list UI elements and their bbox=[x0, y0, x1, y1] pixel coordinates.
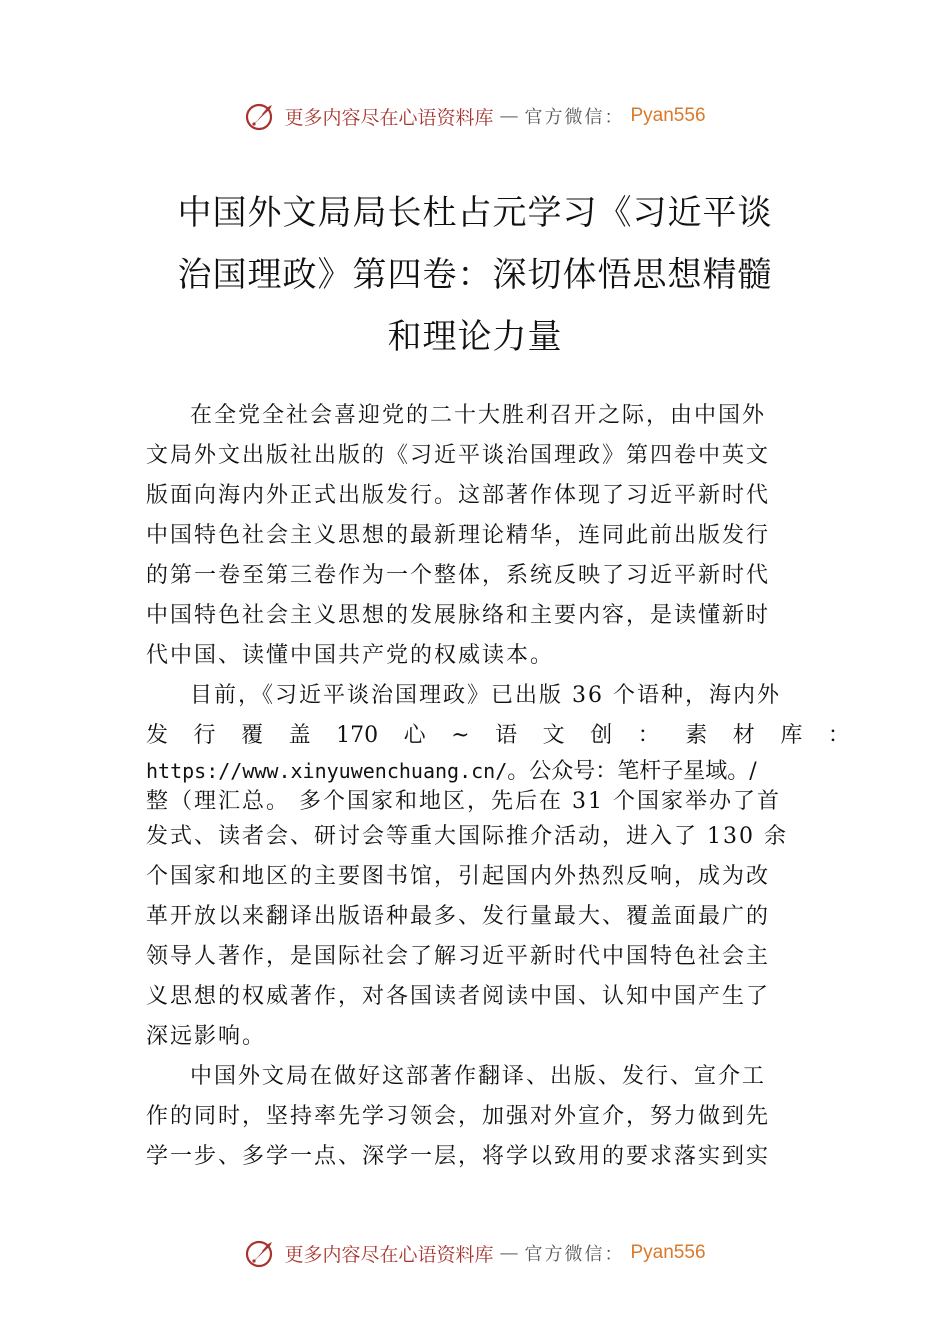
quill-logo-icon bbox=[244, 1236, 278, 1270]
paragraph-1 bbox=[146, 396, 814, 436]
text-line: 在全党全社会喜迎党的二十大胜利召开之际，由中国外 bbox=[190, 403, 767, 428]
spread-char: 素 bbox=[685, 723, 708, 748]
paragraph-3-cont bbox=[146, 1097, 814, 1177]
spread-char: 材 bbox=[732, 723, 755, 748]
title-line: 治国理政》第四卷：深切体悟思想精髓 bbox=[177, 255, 773, 295]
website-link[interactable]: https://www.xinyuwenchuang.cn/ bbox=[146, 759, 508, 783]
spread-char: 覆 bbox=[241, 723, 264, 748]
spread-char: 语 bbox=[495, 723, 518, 748]
title-line: 中国外文局局长杜占元学习《习近平谈 bbox=[177, 193, 773, 233]
text-line: 中国特色社会主义思想的发展脉络和主要内容，是读懂新时 bbox=[146, 603, 771, 628]
paragraph-1-cont bbox=[146, 436, 814, 676]
text-line: 中国特色社会主义思想的最新理论精华，连同此前出版发行 bbox=[146, 523, 771, 548]
spread-char: ： bbox=[637, 723, 660, 748]
paragraph-2-cont bbox=[146, 787, 814, 1057]
spread-char: 文 bbox=[542, 723, 565, 748]
text-line: 领导人著作，是国际社会了解习近平新时代中国特色社会主 bbox=[146, 944, 771, 969]
spread-char: 创 bbox=[590, 723, 613, 748]
text-line: 文局外文出版社出版的《习近平谈治国理政》第四卷中英文 bbox=[146, 443, 771, 468]
text-line: 革开放以来翻译出版语种最多、发行量最大、覆盖面最广的 bbox=[146, 904, 771, 929]
banner-label: 官方微信： bbox=[524, 1244, 625, 1265]
text-line: 深远影响。 bbox=[146, 1024, 267, 1049]
spread-char: 行 bbox=[193, 723, 216, 748]
text-line: 中国外文局在做好这部著作翻译、出版、发行、宣介工 bbox=[190, 1064, 767, 1089]
banner-wechat-id: Pyan556 bbox=[630, 105, 706, 126]
banner-text: 更多内容尽在心语资料库 bbox=[284, 106, 494, 129]
text-line: 作的同时，坚持率先学习领会，加强对外宣介，努力做到先 bbox=[146, 1104, 771, 1129]
spread-char: ： bbox=[827, 723, 850, 748]
text-line: 版面向海内外正式出版发行。这部著作体现了习近平新时代 bbox=[146, 483, 771, 508]
text-line: 的第一卷至第三卷作为一个整体，系统反映了习近平新时代 bbox=[146, 563, 771, 588]
text-line: 整（理汇总。 多个国家和地区，先后在 31 个国家举办了首 bbox=[146, 789, 781, 814]
spread-char: 库 bbox=[780, 723, 803, 748]
spread-char: 发 bbox=[146, 723, 169, 748]
text-line: 发式、读者会、研讨会等重大国际推介活动，进入了 130 余 bbox=[146, 824, 788, 849]
title-line: 和理论力量 bbox=[387, 317, 563, 357]
banner-label: 官方微信： bbox=[524, 107, 625, 128]
banner-separator: — bbox=[499, 105, 519, 127]
spread-char: 心 bbox=[403, 723, 426, 748]
banner-text: 更多内容尽在心语资料库 bbox=[284, 1243, 494, 1266]
paragraph-2 bbox=[146, 676, 814, 716]
document-body bbox=[146, 396, 850, 1177]
footer-banner bbox=[0, 1233, 950, 1273]
url-line bbox=[146, 756, 814, 787]
text-line: 个国家和地区的主要图书馆，引起国内外热烈反响，成为改 bbox=[146, 864, 771, 889]
spread-text-line bbox=[146, 716, 850, 756]
banner-separator: — bbox=[499, 1242, 519, 1264]
spread-char: ~ bbox=[451, 723, 470, 748]
text-line: 义思想的权威著作，对各国读者阅读中国、认知中国产生了 bbox=[146, 984, 771, 1009]
quill-logo-icon bbox=[244, 99, 278, 133]
spread-char: 盖 bbox=[288, 723, 311, 748]
text-line: 学一步、多学一点、深学一层，将学以致用的要求落实到实 bbox=[146, 1144, 771, 1169]
document-title bbox=[150, 182, 800, 368]
spread-char: 170 bbox=[336, 723, 379, 748]
banner-wechat-id: Pyan556 bbox=[630, 1242, 706, 1263]
url-line-tail: 。公众号：笔杆子星域。/ bbox=[507, 759, 757, 784]
text-line: 目前，《习近平谈治国理政》已出版 36 个语种，海内外 bbox=[190, 683, 781, 708]
text-line: 代中国、读懂中国共产党的权威读本。 bbox=[146, 643, 555, 668]
paragraph-3 bbox=[146, 1057, 814, 1097]
header-banner bbox=[0, 96, 950, 136]
